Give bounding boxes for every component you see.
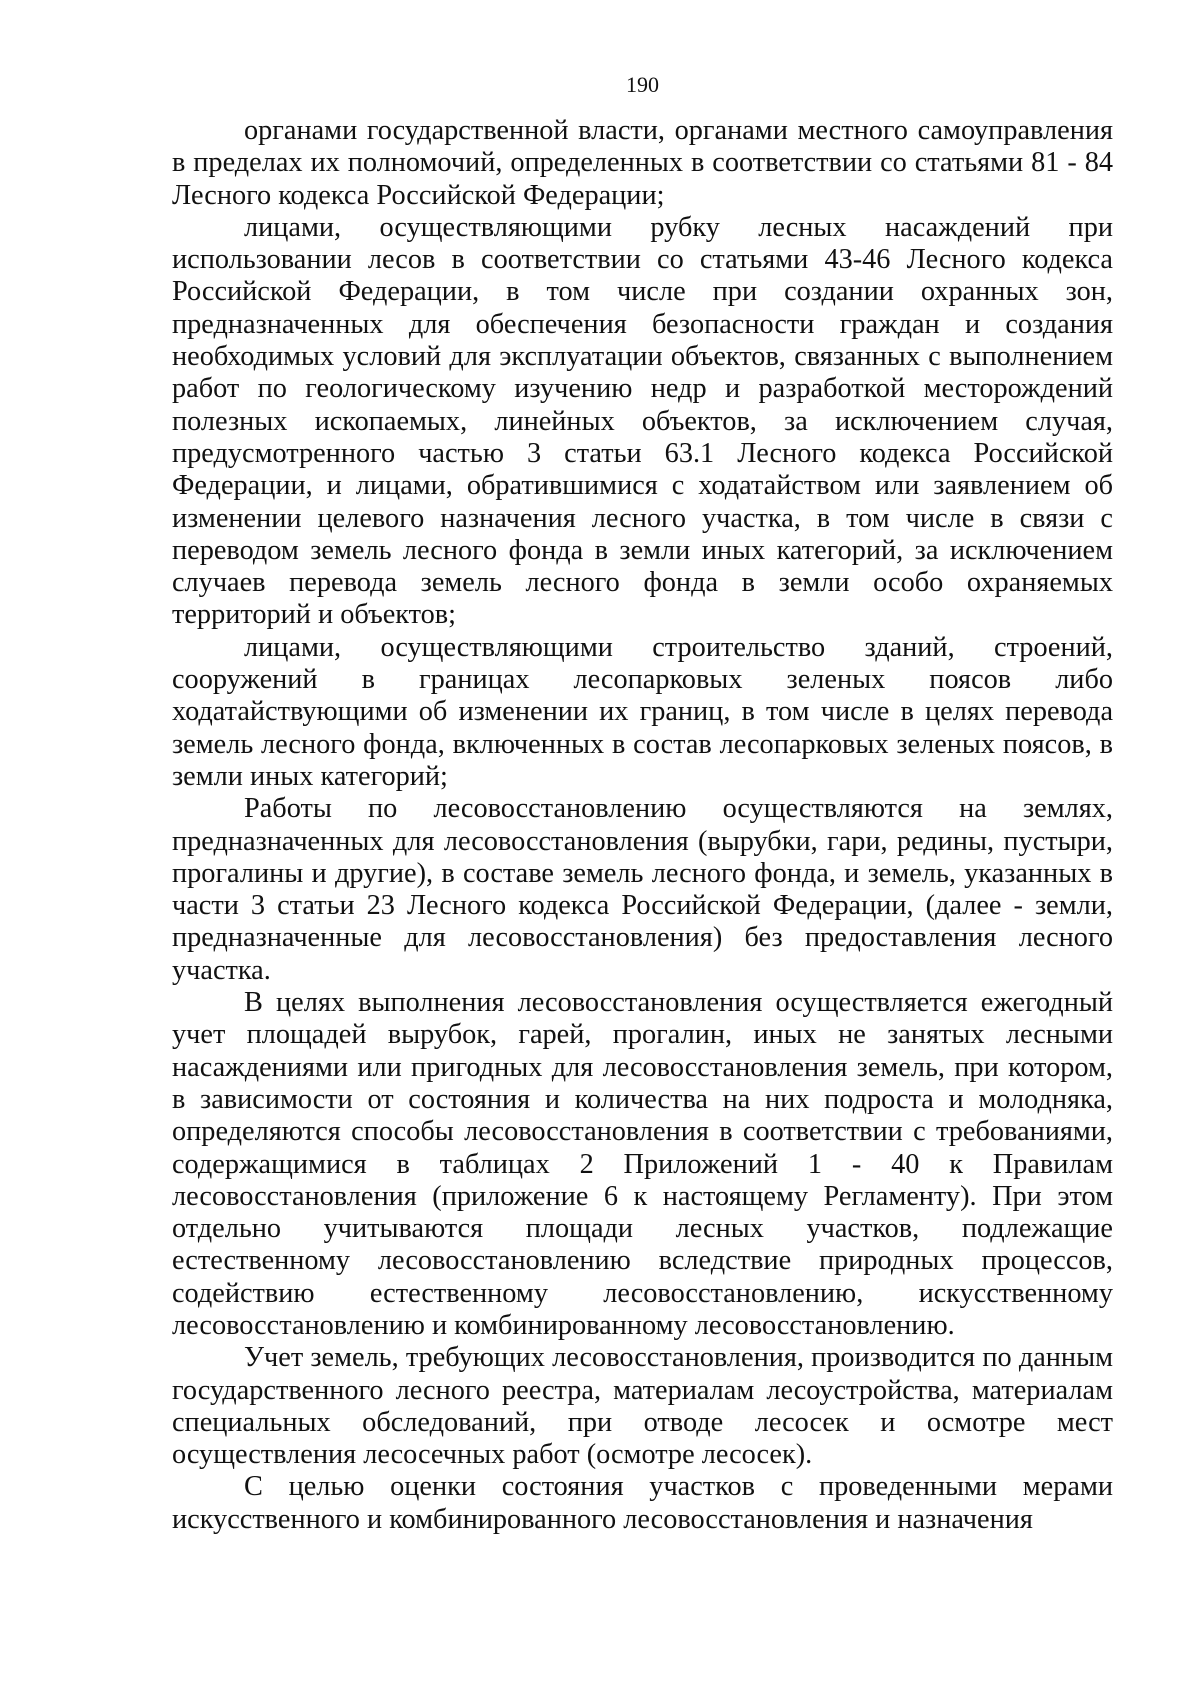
paragraph: Учет земель, требующих лесовосстановления, производится по данным государственного лесного реестра, материалам лесоустройства, материалам специальных обследований, при отводе лесосек и осмотре мест осуществления лесосечных работ (осмотре лесосек).	[172, 1342, 1113, 1471]
paragraph: Работы по лесовосстановлению осуществляются на землях, предназначенных для лесовосстановления (вырубки, гари, редины, пустыри, прогалины и другие), в составе земель лесного фонда, и земель, указанных в части 3 статьи 23 Лесного кодекса Российской Федерации, (далее - земли, предназначенные для лесовосстановления) без предоставления лесного участка.	[172, 793, 1113, 986]
paragraph: лицами, осуществляющими рубку лесных насаждений при использовании лесов в соответствии со статьями 43-46 Лесного кодекса Российской Федерации, в том числе при создании охранных зон, предназначенных для обеспечения безопасности граждан и создания необходимых условий для эксплуатации объектов, связанных с выполнением работ по геологическому изучению недр и разработкой месторождений полезных ископаемых, линейных объектов, за исключением случая, предусмотренного частью 3 статьи 63.1 Лесного кодекса Российской Федерации, и лицами, обратившимися с ходатайством или заявлением об изменении целевого назначения лесного участка, в том числе в связи с переводом земель лесного фонда в земли иных категорий, за исключением случаев перевода земель лесного фонда в земли особо охраняемых территорий и объектов;	[172, 211, 1113, 631]
paragraph: В целях выполнения лесовосстановления осуществляется ежегодный учет площадей вырубок, гарей, прогалин, иных не занятых лесными насаждениями или пригодных для лесовосстановления земель, при котором, в зависимости от состояния и количества на них подроста и молодняка, определяются способы лесовосстановления в соответствии с требованиями, содержащимися в таблицах 2 Приложений 1 - 40 к Правилам лесовосстановления (приложение 6 к настоящему Регламенту). При этом отдельно учитываются площади лесных участков, подлежащие естественному лесовосстановлению вследствие природных процессов, содействию естественному лесовосстановлению, искусственному лесовосстановлению и комбинированному лесовосстановлению.	[172, 987, 1113, 1341]
paragraph: лицами, осуществляющими строительство зданий, строений, сооружений в границах лесопарковых зеленых поясов либо ходатайствующими об изменении их границ, в том числе в целях перевода земель лесного фонда, включенных в состав лесопарковых зеленых поясов, в земли иных категорий;	[172, 631, 1113, 792]
page-number: 190	[626, 72, 659, 97]
document-page	[172, 0, 1113, 1697]
document-body	[172, 115, 1113, 1536]
paragraph: органами государственной власти, органами местного самоуправления в пределах их полномочий, определенных в соответствии со статьями 81 - 84 Лесного кодекса Российской Федерации;	[172, 115, 1113, 211]
paragraph: С целью оценки состояния участков с проведенными мерами искусственного и комбинированного лесовосстановления и назначения	[172, 1471, 1113, 1535]
